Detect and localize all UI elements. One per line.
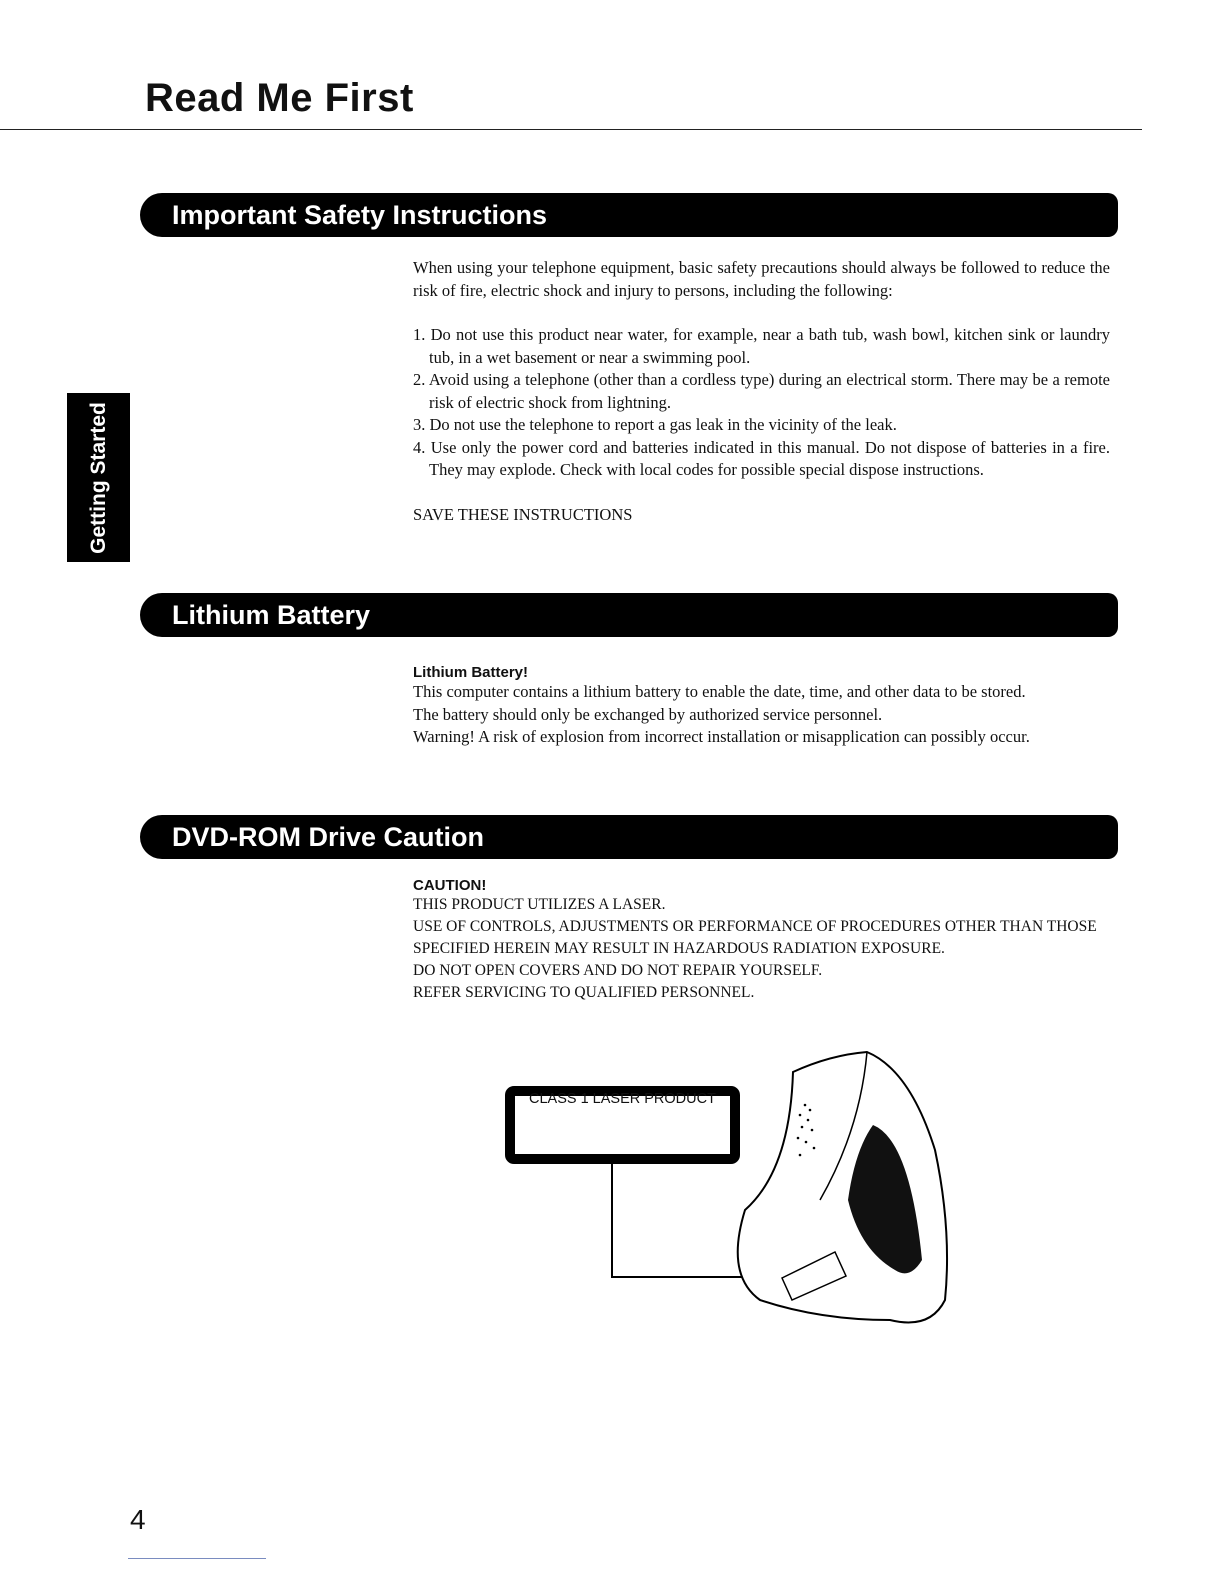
section-heading-lithium: Lithium Battery xyxy=(140,593,1118,637)
dvd-line: THIS PRODUCT UTILIZES A LASER. xyxy=(413,896,666,913)
bottom-mark xyxy=(128,1558,266,1559)
safety-item: 1. Do not use this product near water, for example, near a bath tub, wash bowl, kitchen sink or laundry tub, in a wet basement or near a swimming pool. xyxy=(413,325,1110,367)
section-heading-dvd: DVD-ROM Drive Caution xyxy=(140,815,1118,859)
page-title: Read Me First xyxy=(145,76,414,120)
safety-item: 3. Do not use the telephone to report a gas leak in the vicinity of the leak. xyxy=(413,415,897,434)
page-number: 4 xyxy=(130,1504,146,1535)
drive-illustration xyxy=(490,1030,960,1330)
safety-intro: When using your telephone equipment, basic safety precautions should always be followed to reduce the risk of fire, electric shock and injury to persons, including the following: xyxy=(413,258,1110,300)
safety-footer: SAVE THESE INSTRUCTIONS xyxy=(413,504,633,524)
safety-text xyxy=(413,257,1110,526)
side-tab-label: Getting Started xyxy=(86,401,110,554)
lithium-line: Warning! A risk of explosion from incorrect installation or misapplication can possibly occur. xyxy=(413,727,1030,746)
safety-item: 2. Avoid using a telephone (other than a cordless type) during an electrical storm. There may be a remote risk of electric shock from lightning. xyxy=(413,370,1110,412)
laser-label-illustration xyxy=(490,1030,960,1335)
dvd-line: REFER SERVICING TO QUALIFIED PERSONNEL. xyxy=(413,984,755,1001)
dvd-line: USE OF CONTROLS, ADJUSTMENTS OR PERFORMANCE OF PROCEDURES OTHER THAN THOSE SPECIFIED HEREIN MAY RESULT IN HAZARDOUS RADIATION EXPOSURE. xyxy=(413,918,1097,957)
lithium-line: This computer contains a lithium battery to enable the date, time, and other data to be stored. xyxy=(413,682,1026,701)
dvd-text xyxy=(413,877,1110,1004)
side-tab xyxy=(67,393,130,562)
lithium-subheading: Lithium Battery! xyxy=(413,664,529,681)
laser-class-label: CLASS 1 LASER PRODUCT xyxy=(529,1091,716,1107)
section-heading-safety: Important Safety Instructions xyxy=(140,193,1118,237)
lithium-line: The battery should only be exchanged by authorized service personnel. xyxy=(413,704,883,724)
dvd-subheading: CAUTION! xyxy=(413,877,487,894)
lithium-text xyxy=(413,664,1110,749)
title-rule xyxy=(0,129,1142,130)
safety-item: 4. Use only the power cord and batteries indicated in this manual. Do not dispose of batteries in a fire. They may explode. Check with local codes for possible special dispose instructions. xyxy=(413,437,1110,479)
dvd-line: DO NOT OPEN COVERS AND DO NOT REPAIR YOURSELF. xyxy=(413,962,823,979)
